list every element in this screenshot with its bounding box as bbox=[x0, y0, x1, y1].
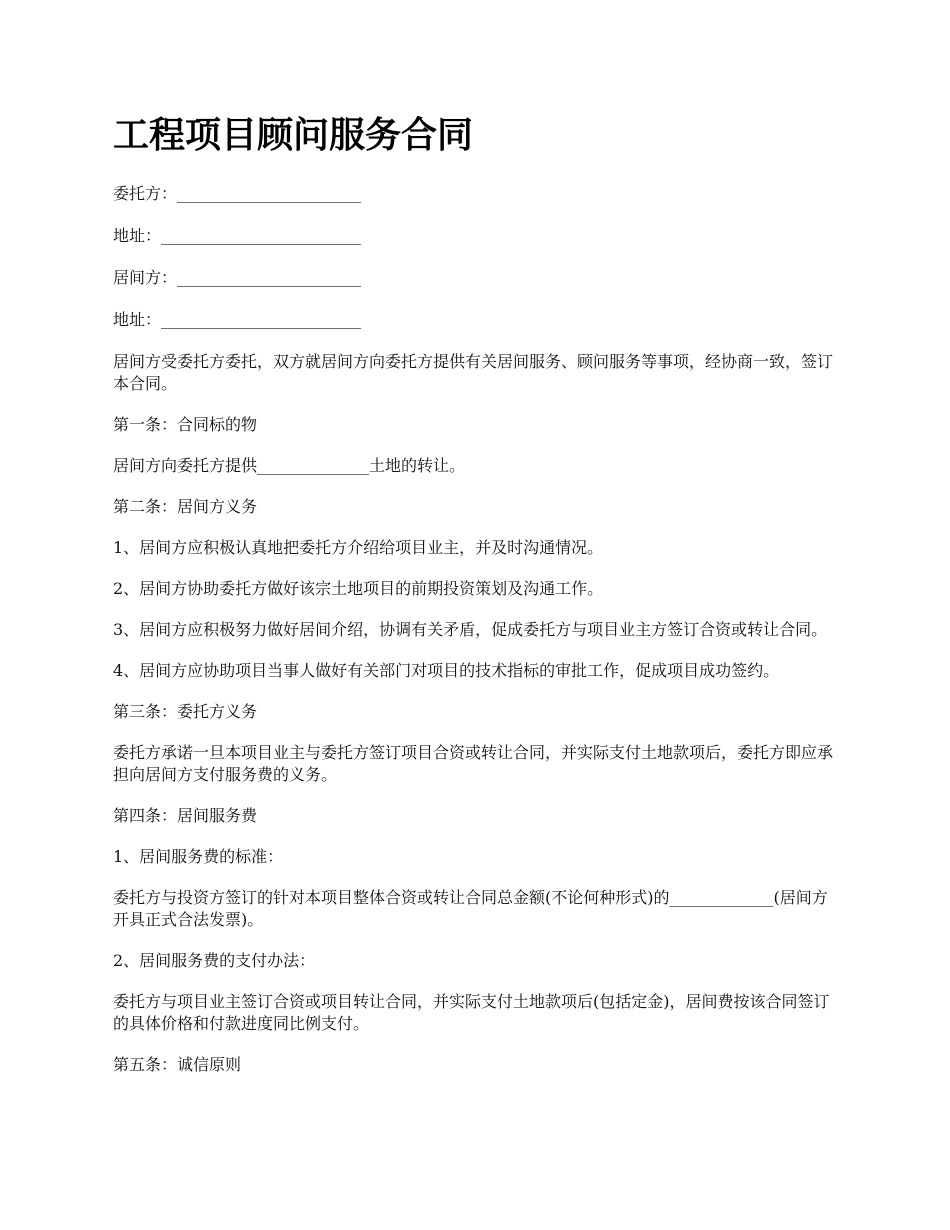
intermediary-address-label: 地址： bbox=[113, 310, 162, 329]
intermediary-address-blank: _________________________ bbox=[161, 310, 362, 329]
article-5-heading: 第五条：诚信原则 bbox=[113, 1055, 242, 1074]
article-3-text: 委托方承诺一旦本项目业主与委托方签订项目合资或转让合同，并实际支付土地款项后，委托方即应承担向居间方支付服务费的义务。 bbox=[113, 743, 834, 784]
article-1-text: 居间方向委托方提供______________土地的转让。 bbox=[113, 456, 466, 475]
intermediary-address-field bbox=[113, 309, 841, 331]
contract-page bbox=[113, 112, 841, 1095]
client-address-blank: _________________________ bbox=[161, 226, 362, 245]
intermediary-label: 居间方： bbox=[113, 268, 178, 287]
article-4-item-1: 1、居间服务费的标准： bbox=[113, 847, 284, 866]
client-blank: _______________________ bbox=[177, 184, 362, 203]
article-2-heading: 第二条：居间方义务 bbox=[113, 497, 258, 516]
article-4-item-1-text: 委托方与投资方签订的针对本项目整体合资或转让合同总金额(不论何种形式)的_____________(居间方开具正式合法发票)。 bbox=[113, 888, 828, 929]
article-1-heading: 第一条：合同标的物 bbox=[113, 415, 258, 434]
article-2-item-2: 2、居间方协助委托方做好该宗土地项目的前期投资策划及沟通工作。 bbox=[113, 579, 604, 598]
document-title: 工程项目顾问服务合同 bbox=[113, 115, 474, 156]
client-label: 委托方： bbox=[113, 184, 178, 203]
article-4-item-2: 2、居间服务费的支付办法： bbox=[113, 951, 316, 970]
article-2-item-4: 4、居间方应协助项目当事人做好有关部门对项目的技术指标的审批工作，促成项目成功签约。 bbox=[113, 661, 780, 680]
intermediary-blank: _______________________ bbox=[177, 268, 362, 287]
client-address-label: 地址： bbox=[113, 226, 162, 245]
article-2-item-3: 3、居间方应积极努力做好居间介绍，协调有关矛盾，促成委托方与项目业主方签订合资或转让合同。 bbox=[113, 620, 828, 639]
article-3-heading: 第三条：委托方义务 bbox=[113, 702, 258, 721]
article-2-item-1: 1、居间方应积极认真地把委托方介绍给项目业主，并及时沟通情况。 bbox=[113, 538, 604, 557]
article-4-item-2-text: 委托方与项目业主签订合资或项目转让合同，并实际支付土地款项后(包括定金)，居间费按该合同签订的具体价格和付款进度同比例支付。 bbox=[113, 992, 830, 1033]
client-address-field bbox=[113, 225, 841, 247]
client-field bbox=[113, 183, 841, 205]
intermediary-field bbox=[113, 267, 841, 289]
article-4-heading: 第四条：居间服务费 bbox=[113, 806, 258, 825]
preamble-paragraph: 居间方受委托方委托，双方就居间方向委托方提供有关居间服务、顾问服务等事项，经协商一致，签订本合同。 bbox=[113, 352, 834, 393]
